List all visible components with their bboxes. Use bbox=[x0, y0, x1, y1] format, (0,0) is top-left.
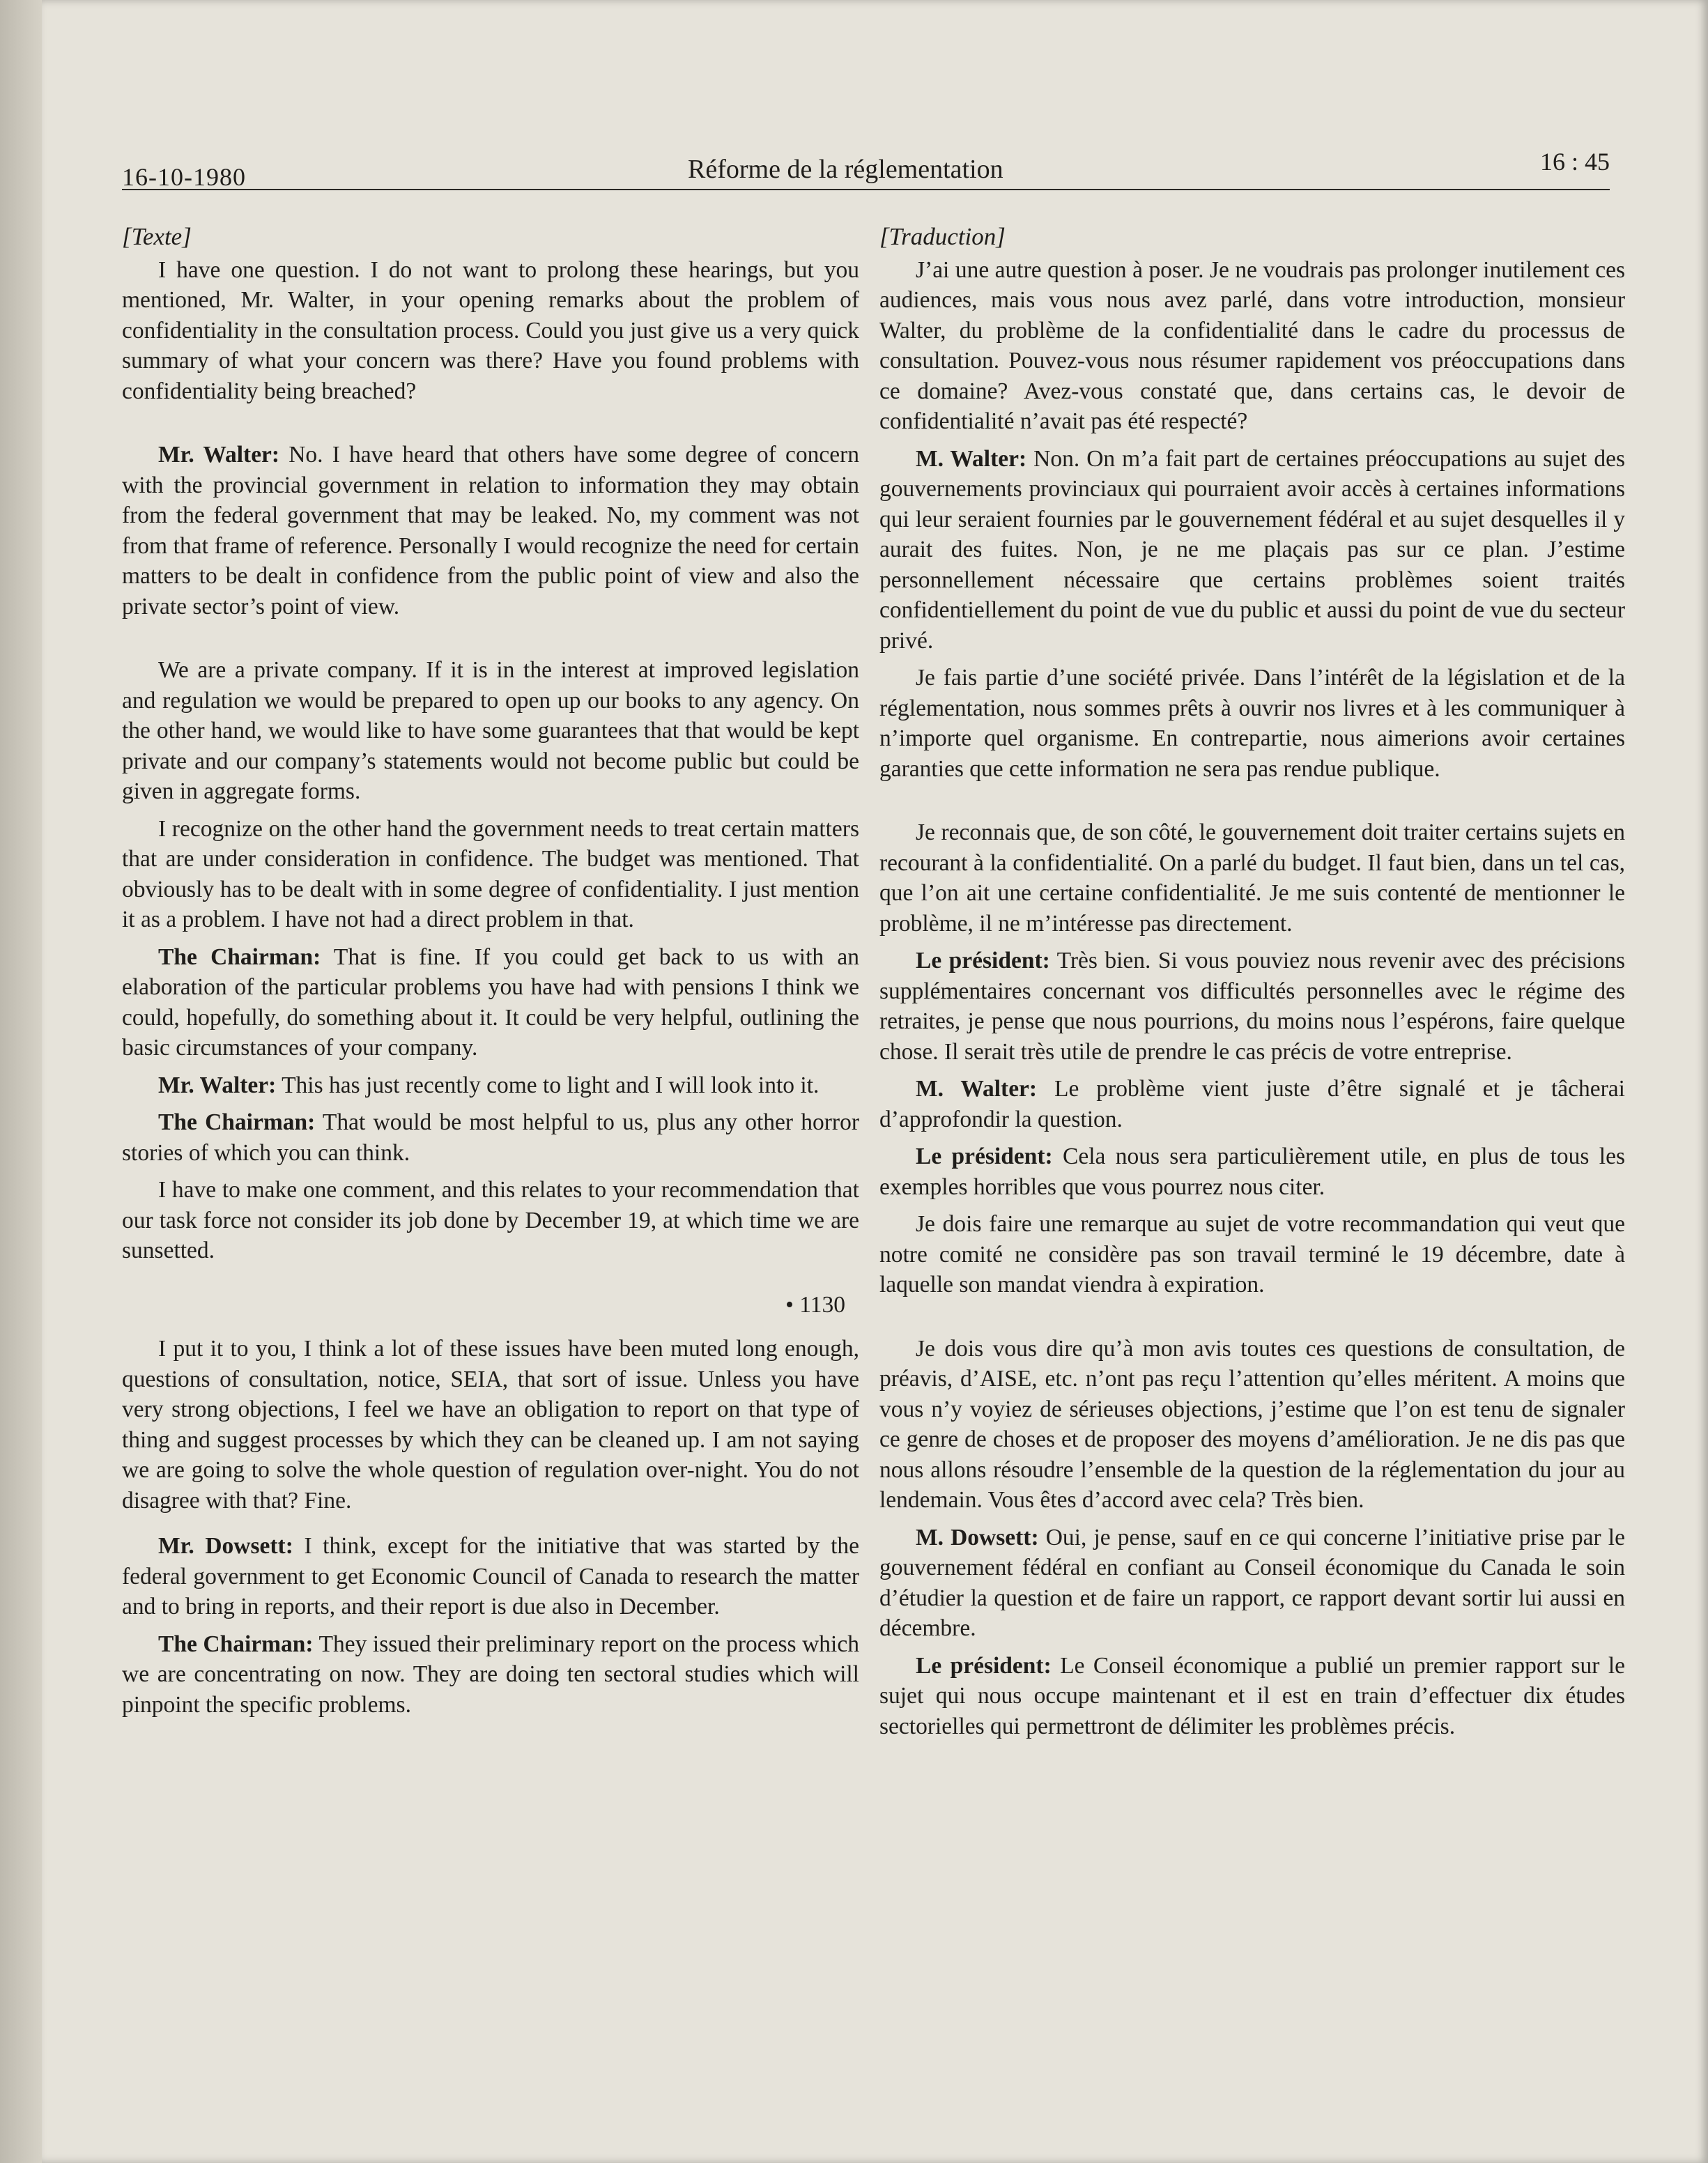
speaker-name: The Chairman: bbox=[158, 944, 321, 970]
header-title: Réforme de la réglementation bbox=[688, 155, 1003, 184]
page-header bbox=[122, 143, 1610, 192]
header-rule bbox=[122, 189, 1610, 190]
header-page-number: 16 : 45 bbox=[1539, 148, 1610, 176]
speech-text: Oui, je pense, sauf en ce qui concerne l’initiative prise par le gouvernement fédéral en confiant au Conseil économique du Canada le soin d’étudier la question et de faire un rapport, ce rapport devant sortir lui aussi en décembre. bbox=[879, 1524, 1625, 1641]
paragraph: Je reconnais que, de son côté, le gouvernement doit traiter certains sujets en recourant à la confidentialité. On a parlé du budget. Il faut bien, dans un tel cas, que l’on ait une certaine confidentialité. Je me suis contenté de mentionner le problème, il ne m’intéresse pas directement. bbox=[879, 819, 1625, 937]
speaker-name: M. Walter: bbox=[916, 445, 1027, 472]
speaker-name: Mr. Walter: bbox=[158, 442, 280, 468]
french-column bbox=[879, 222, 1625, 1748]
paragraph: Je dois vous dire qu’à mon avis toutes ces questions de consultation, de préavis, d’AISE, etc. n’ont pas reçu l’attention qu’elles méritent. A moins que vous n’y voyiez de sérieuses objections, j’estime que l’on est tenu de signaler ce genre de choses et de proposer des moyens d’amélioration. Je ne dis pas que nous allons résoudre l’ensemble de la question de la réglementation du jour au lendemain. Vous êtes d’accord avec cela? Très bien. bbox=[879, 1335, 1625, 1513]
paragraph bbox=[122, 1531, 859, 1622]
header-date: 16-10-1980 bbox=[122, 163, 246, 191]
paragraph: I recognize on the other hand the government needs to treat certain matters that are under consideration in confidence. The budget was mentioned. That obviously has to be dealt with in some degree of confidentiality. I just mention it as a problem. I have not had a direct problem in that. bbox=[122, 815, 859, 932]
paragraph bbox=[122, 1107, 859, 1168]
speech-text: That would be most helpful to us, plus any other horror stories of which you can think. bbox=[122, 1109, 859, 1166]
speaker-name: Le président: bbox=[916, 1652, 1052, 1679]
speaker-name: The Chairman: bbox=[158, 1109, 316, 1135]
speaker-name: M. Dowsett: bbox=[916, 1524, 1039, 1550]
speech-text: No. I have heard that others have some degree of concern with the provincial government in relation to information they may obtain from the federal government that may be leaked. No, my comment was not from that frame of reference. Personally I would recognize the need for certain matters to be dealt in confidence from the public point of view and also the private sector’s point of view. bbox=[122, 442, 859, 619]
paragraph: Je dois faire une remarque au sujet de votre recommandation qui veut que notre comité ne considère pas son travail terminé le 19 décembre, date à laquelle son mandat viendra à expiration. bbox=[879, 1211, 1625, 1298]
speaker-name: Le président: bbox=[916, 948, 1050, 973]
paragraph bbox=[879, 1651, 1625, 1742]
paragraph bbox=[879, 444, 1625, 656]
paragraph: I put it to you, I think a lot of these issues have been muted long enough, questions of consultation, notice, SEIA, that sort of issue. Unless you have very strong objections, I feel we have an obligation to report on that type of thing and suggest processes by which they can be cleaned up. I am not saying we are going to solve the whole question of regulation over-night. You do not disagree with that? Fine. bbox=[122, 1336, 859, 1514]
language-label-text: Traduction bbox=[888, 223, 997, 250]
english-column bbox=[122, 222, 859, 1727]
speech-text: Très bien. Si vous pouviez nous revenir avec des précisions supplémentaires concernant vos difficultés personnelles avec le régime des retraites, je pense que nous pourrions, du moins nous l’espérons, faire quelque chose. Il serait très utile de prendre le cas précis de votre entreprise. bbox=[879, 948, 1625, 1065]
paragraph bbox=[122, 942, 859, 1063]
speaker-name: The Chairman: bbox=[158, 1631, 314, 1657]
speech-text: Cela nous sera particulièrement utile, en plus de tous les exemples horribles que vous pourrez nous citer. bbox=[879, 1144, 1625, 1200]
paragraph bbox=[879, 1523, 1625, 1644]
paragraph bbox=[879, 1141, 1625, 1202]
time-marker: • 1130 bbox=[785, 1291, 845, 1318]
speaker-name: Mr. Walter: bbox=[158, 1072, 277, 1098]
speech-text: Le Conseil économique a publié un premier rapport sur le sujet qui nous occupe maintenant et il est en train d’effectuer dix études sectorielles qui permettront de délimiter les problèmes précis. bbox=[879, 1652, 1625, 1739]
speech-text: They issued their preliminary report on the process which we are concentrating on now. They are doing ten sectoral studies which will pinpoint the specific problems. bbox=[122, 1631, 859, 1718]
speech-text: This has just recently come to light and I will look into it. bbox=[276, 1072, 820, 1098]
paragraph: I have to make one comment, and this relates to your recommendation that our task force not consider its job done by December 19, at which time we are sunsetted. bbox=[122, 1177, 859, 1263]
paragraph bbox=[122, 1070, 859, 1101]
paragraph bbox=[122, 1629, 859, 1721]
speaker-name: Mr. Dowsett: bbox=[158, 1533, 293, 1559]
speaker-name: M. Walter: bbox=[916, 1076, 1038, 1102]
speaker-name: Le président: bbox=[916, 1144, 1053, 1169]
paragraph: We are a private company. If it is in the interest at improved legislation and regulation we would be prepared to open up our books to any agency. On the other hand, we would like to have some guarantees that that would be kept private and our company’s statements would not become public but could be given in aggregate forms. bbox=[122, 657, 859, 804]
paragraph: J’ai une autre question à poser. Je ne voudrais pas prolonger inutilement ces audiences, mais vous nous avez parlé, dans votre introduction, monsieur Walter, du problème de la confidentialité dans le cadre du processus de consultation. Pouvez-vous nous résumer rapidement vos préoccupations dans ce domaine? Avez-vous constaté que, dans certains cas, le devoir de confidentialité n’avait pas été respecté? bbox=[879, 256, 1625, 434]
paragraph bbox=[122, 440, 859, 622]
paragraph bbox=[879, 1074, 1625, 1134]
language-label: [Texte] bbox=[122, 223, 192, 250]
paragraph: I have one question. I do not want to prolong these hearings, but you mentioned, Mr. Walter, in your opening remarks about the problem of confidentiality in the consultation process. Could you just give us a very quick summary of what your concern was there? Have you found problems with confidentiality being breached? bbox=[122, 256, 859, 404]
book-spine bbox=[0, 0, 42, 2163]
speech-text: I think, except for the initiative that was started by the federal government to get Economic Council of Canada to research the matter and to bring in reports, and their report is due also in December. bbox=[122, 1533, 860, 1619]
speech-text: Le problème vient juste d’être signalé et je tâcherai d’approfondir la question. bbox=[879, 1076, 1625, 1132]
paragraph bbox=[879, 946, 1625, 1067]
speech-text: Non. On m’a fait part de certaines préoccupations au sujet des gouvernements provinciaux qui pourraient avoir accès à certaines informations qui leur seraient fournies par le gouvernement fédéral et au sujet desquelles il y aurait des fuites. Non, je ne me plaçais pas sur ce plan. J’estime personnellement nécessaire que certains problèmes soient traités confidentiellement du point de vue du public et aussi du point de vue du secteur privé. bbox=[879, 445, 1625, 654]
language-label-text: Texte bbox=[131, 223, 183, 250]
paragraph: Je fais partie d’une société privée. Dans l’intérêt de la législation et de la réglementation, nous sommes prêts à ouvrir nos livres et à les communiquer à n’importe quel organisme. En contrepartie, nous aimerions avoir certaines garanties que cette information ne sera pas rendue publique. bbox=[879, 665, 1625, 782]
speech-text: That is fine. If you could get back to us with an elaboration of the particular problems you have had with pensions I think we could, hopefully, do something about it. It could be very helpful, outlining the basic circumstances of your company. bbox=[122, 944, 859, 1061]
language-label: [Traduction] bbox=[879, 223, 1006, 250]
